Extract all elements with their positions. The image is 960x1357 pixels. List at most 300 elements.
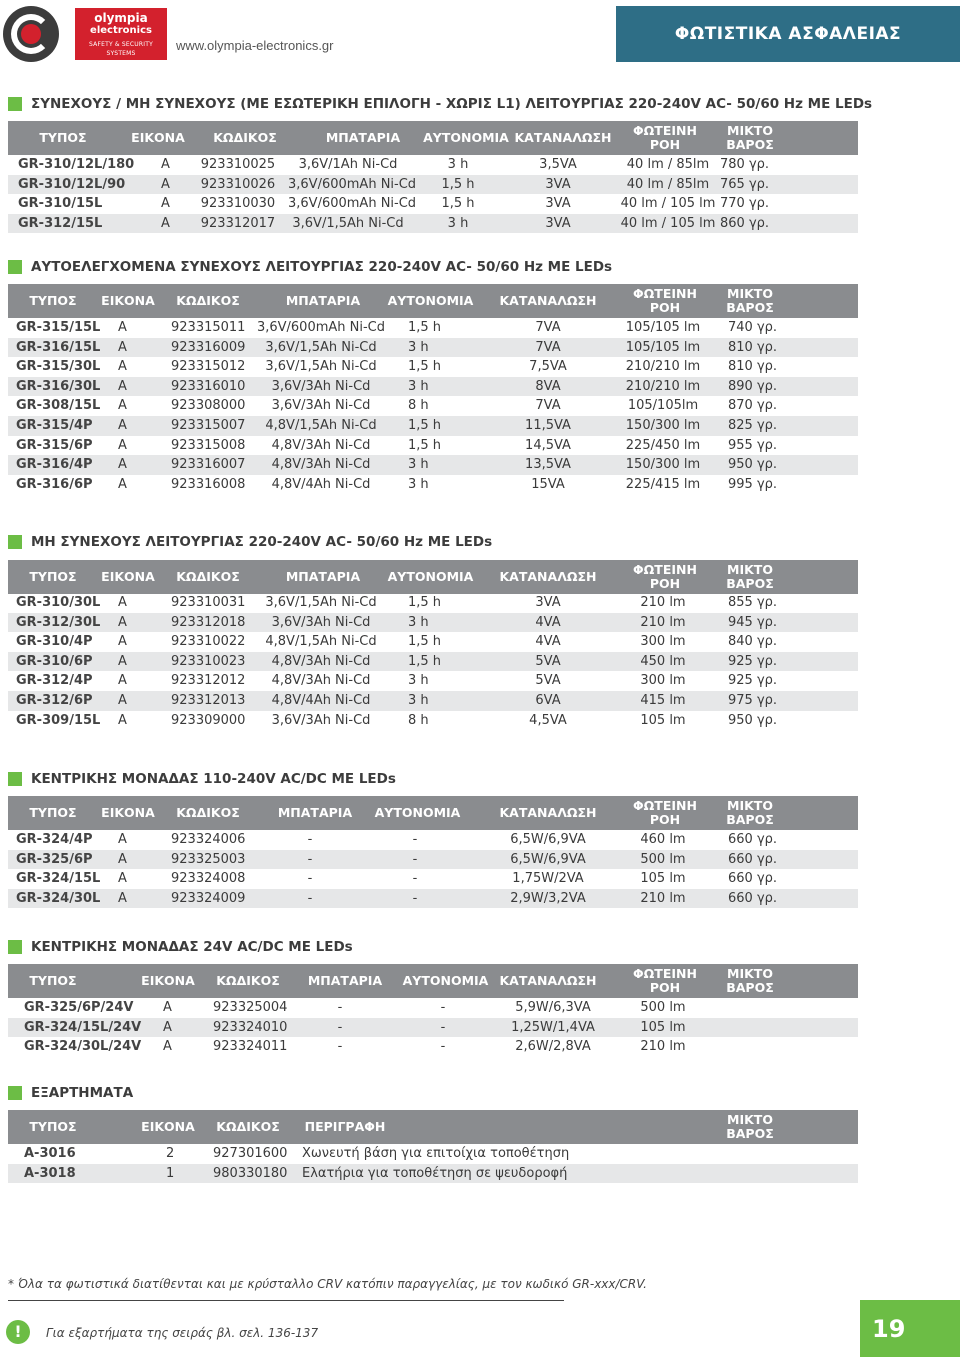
cell-image: 1: [166, 1165, 175, 1181]
cell-type: GR-308/15L: [16, 398, 101, 414]
table-row: [8, 671, 858, 691]
table-row: [8, 214, 858, 234]
footnote: * Όλα τα φωτιστικά διατίθενται και με κρύσταλλο CRV κατόπιν παραγγελίας, με τον κωδικό GR-xxx/CRV.: [8, 1277, 647, 1291]
cell-autonomy: -: [412, 832, 418, 847]
cell-consumption: 2,6W/2,8VA: [515, 1039, 591, 1055]
cell-consumption: 5,9W/6,3VA: [515, 1000, 591, 1015]
cell-image: A: [163, 1039, 172, 1055]
table-row: [8, 691, 858, 711]
brand-line1: olympia: [94, 11, 148, 25]
cell-image: A: [118, 890, 127, 906]
table-row: [8, 830, 858, 850]
section-bullet-icon: [8, 772, 22, 786]
cell-image: A: [118, 476, 127, 492]
cell-weight: [728, 1164, 788, 1184]
cell-image: A: [118, 614, 127, 630]
column-header: ΚΩΔΙΚΟΣ: [176, 569, 240, 584]
cell-weight: 840 γρ.: [728, 634, 778, 650]
cell-autonomy: 8 h: [408, 712, 429, 728]
cell-weight: 950 γρ.: [728, 712, 778, 728]
cell-autonomy: -: [412, 890, 418, 906]
column-header: ΜΙΚΤΟ ΒΑΡΟΣ: [726, 798, 774, 827]
cell-autonomy: -: [412, 871, 418, 887]
olympia-logo-icon: [3, 6, 59, 62]
cell-autonomy: 1,5 h: [408, 595, 442, 610]
column-header: ΦΩΤΕΙΝΗ ΡΟΗ: [633, 798, 697, 827]
cell-autonomy: 3 h: [408, 378, 429, 394]
column-header: ΜΙΚΤΟ ΒΑΡΟΣ: [726, 562, 774, 591]
cell-lumen: 450 lm: [640, 653, 686, 669]
cell-autonomy: 8 h: [408, 398, 429, 414]
cell-battery: 3,6V/1Ah Ni-Cd: [298, 157, 398, 172]
cell-consumption: 5VA: [535, 673, 561, 689]
cell-image: A: [161, 157, 170, 172]
cell-type: GR-325/6P: [16, 851, 93, 867]
cell-battery: -: [337, 1019, 343, 1035]
cell-battery: 3,6V/1,5Ah Ni-Cd: [265, 339, 377, 355]
cell-code: 923324009: [171, 890, 246, 906]
cell-weight: [728, 1037, 788, 1057]
column-header: ΜΙΚΤΟ ΒΑΡΟΣ: [726, 1112, 774, 1141]
cell-lumen: 210 lm: [640, 595, 686, 610]
cell-type: GR-310/12L/90: [18, 176, 126, 192]
cell-code: 923324006: [171, 832, 246, 847]
section-bullet-icon: [8, 97, 22, 111]
cell-consumption: 5VA: [535, 653, 561, 669]
table-row: [8, 869, 858, 889]
cell-lumen: 500 lm: [640, 851, 686, 867]
cell-type: GR-324/30L/24V: [24, 1039, 142, 1055]
cell-battery: -: [337, 1000, 343, 1015]
cell-autonomy: -: [412, 851, 418, 867]
column-header: ΤΥΠΟΣ: [29, 569, 77, 584]
column-header: ΚΑΤΑΝΑΛΩΣΗ: [514, 130, 612, 145]
cell-type: GR-316/6P: [16, 476, 93, 492]
table-body: [8, 998, 858, 1057]
cell-autonomy: 3 h: [447, 215, 469, 231]
column-header: ΚΑΤΑΝΑΛΩΣΗ: [499, 569, 597, 584]
section-title: ΚΕΝΤΡΙΚΗΣ ΜΟΝΑΔΑΣ 110-240V AC/DC ΜΕ LEDs: [8, 771, 396, 787]
accessories-reference: Για εξαρτήματα της σειράς βλ. σελ. 136-137: [46, 1326, 319, 1340]
table-row: [8, 593, 858, 613]
cell-lumen: 105/105lm: [627, 398, 699, 414]
cell-image: A: [118, 457, 127, 473]
cell-lumen: 40 lm / 85lm: [626, 157, 710, 172]
cell-consumption: 7VA: [535, 320, 561, 335]
cell-image: A: [163, 1000, 172, 1015]
cell-type: GR-310/30L: [16, 595, 101, 610]
cell-lumen: 105 lm: [640, 871, 686, 887]
cell-battery: 3,6V/3Ah Ni-Cd: [271, 614, 371, 630]
cell-code: 923324010: [213, 1019, 288, 1035]
cell-type: GR-324/15L: [16, 871, 101, 887]
cell-type: GR-316/30L: [16, 378, 101, 394]
section-bullet-icon: [8, 535, 22, 549]
cell-type: GR-309/15L: [16, 712, 101, 728]
cell-autonomy: 3 h: [447, 157, 469, 172]
cell-lumen: 105/105 lm: [625, 339, 701, 355]
cell-description: Χωνευτή βάση για επιτοίχια τοποθέτηση: [302, 1146, 570, 1161]
cell-weight: 660 γρ.: [728, 832, 778, 847]
cell-battery: 3,6V/600mAh Ni-Cd: [256, 320, 386, 335]
cell-code: 923324011: [213, 1039, 288, 1055]
column-header: ΜΙΚΤΟ ΒΑΡΟΣ: [726, 966, 774, 995]
table-row: [8, 318, 858, 338]
cell-consumption: 4,5VA: [529, 712, 567, 728]
column-header: ΚΑΤΑΝΑΛΩΣΗ: [499, 293, 597, 308]
cell-weight: 770 γρ.: [720, 196, 770, 212]
table-row: [8, 889, 858, 909]
cell-battery: 4,8V/4Ah Ni-Cd: [271, 692, 371, 708]
cell-image: A: [118, 673, 127, 689]
cell-code: 923325004: [213, 1000, 288, 1015]
cell-image: A: [118, 437, 127, 453]
cell-code: 927301600: [213, 1146, 288, 1161]
column-header: ΤΥΠΟΣ: [29, 805, 77, 820]
cell-lumen: 150/300 lm: [625, 417, 701, 433]
cell-weight: 945 γρ.: [728, 614, 778, 630]
cell-autonomy: 1,5 h: [408, 417, 442, 433]
brand-line2: electronics: [90, 25, 152, 36]
column-header: ΚΩΔΙΚΟΣ: [216, 1119, 280, 1134]
cell-autonomy: -: [440, 1019, 446, 1035]
cell-autonomy: -: [440, 1000, 446, 1015]
cell-battery: 4,8V/3Ah Ni-Cd: [271, 653, 371, 669]
cell-consumption: 4VA: [535, 634, 561, 650]
cell-consumption: 6,5W/6,9VA: [510, 851, 586, 867]
cell-type: GR-315/4P: [16, 417, 93, 433]
cell-code: 923310030: [200, 196, 276, 212]
cell-lumen: 415 lm: [640, 692, 686, 708]
cell-image: A: [118, 634, 127, 650]
cell-battery: 4,8V/1,5Ah Ni-Cd: [265, 634, 377, 650]
cell-weight: 955 γρ.: [728, 437, 778, 453]
table-header: [8, 284, 858, 318]
table-header: [8, 1110, 858, 1144]
section-title: ΑΥΤΟΕΛΕΓΧΟΜΕΝΑ ΣΥΝΕΧΟΥΣ ΛΕΙΤΟΥΡΓΙΑΣ 220-240V AC- 50/60 Hz ΜΕ LEDs: [8, 259, 612, 275]
cell-autonomy: 1,5 h: [441, 196, 475, 212]
cell-consumption: 8VA: [535, 378, 561, 394]
table-row: [8, 998, 858, 1018]
column-header: ΕΙΚΟΝΑ: [101, 569, 155, 584]
cell-consumption: 6VA: [535, 692, 561, 708]
cell-code: 923310022: [171, 634, 246, 650]
section-bullet-icon: [8, 260, 22, 274]
cell-code: 923316009: [171, 339, 246, 355]
column-header: ΦΩΤΕΙΝΗ ΡΟΗ: [633, 966, 697, 995]
cell-image: A: [118, 653, 127, 669]
cell-consumption: 7VA: [535, 398, 561, 414]
table-row: [8, 416, 858, 436]
column-header: ΑΥΤΟΝΟΜΙΑ: [374, 805, 461, 820]
table-row: [8, 850, 858, 870]
table-row: [8, 1037, 858, 1057]
cell-code: 923310026: [200, 176, 276, 192]
table-row: [8, 632, 858, 652]
cell-lumen: 300 lm: [640, 673, 686, 689]
cell-type: GR-324/4P: [16, 832, 93, 847]
section-title: ΣΥΝΕΧΟΥΣ / ΜΗ ΣΥΝΕΧΟΥΣ (ΜΕ ΕΣΩΤΕΡΙΚΗ ΕΠΙΛΟΓΗ - ΧΩΡΙΣ L1) ΛΕΙΤΟΥΡΓΙΑΣ 220-240V AC- 50/60 Hz ΜΕ LEDs: [8, 96, 872, 112]
cell-consumption: 7VA: [535, 339, 561, 355]
column-header: ΑΥΤΟΝΟΜΙΑ: [387, 569, 474, 584]
column-header: ΜΠΑΤΑΡΙΑ: [277, 805, 353, 820]
cell-weight: 825 γρ.: [728, 417, 778, 433]
cell-lumen: 460 lm: [640, 832, 686, 847]
cell-battery: 3,6V/600mAh Ni-Cd: [288, 196, 417, 212]
cell-weight: 660 γρ.: [728, 890, 778, 906]
column-header: ΚΩΔΙΚΟΣ: [216, 973, 280, 988]
column-header: ΦΩΤΕΙΝΗ ΡΟΗ: [633, 286, 697, 315]
cell-autonomy: 3 h: [408, 692, 429, 708]
table-row: [8, 357, 858, 377]
cell-consumption: 1,75W/2VA: [512, 871, 584, 887]
cell-consumption: 7,5VA: [529, 359, 567, 375]
cell-battery: 3,6V/1,5Ah Ni-Cd: [265, 595, 377, 610]
cell-type: GR-325/6P/24V: [24, 1000, 134, 1015]
cell-image: A: [161, 176, 170, 192]
cell-code: 923310025: [200, 157, 276, 172]
table-row: [8, 377, 858, 397]
column-header: ΦΩΤΕΙΝΗ ΡΟΗ: [633, 562, 697, 591]
column-header: ΚΩΔΙΚΟΣ: [176, 293, 240, 308]
table-body: [8, 593, 858, 730]
table-row: [8, 475, 858, 495]
cell-type: GR-312/4P: [16, 673, 93, 689]
cell-type: GR-316/4P: [16, 457, 93, 473]
cell-weight: [728, 1144, 788, 1164]
cell-type: GR-315/15L: [16, 320, 101, 335]
cell-autonomy: 1,5 h: [408, 634, 442, 650]
column-header: ΚΑΤΑΝΑΛΩΣΗ: [499, 805, 597, 820]
cell-code: 923316008: [171, 476, 246, 492]
table-header: [8, 121, 858, 155]
cell-code: 923312018: [171, 614, 246, 630]
cell-type: GR-324/30L: [16, 890, 101, 906]
column-header: ΜΠΑΤΑΡΙΑ: [285, 569, 361, 584]
cell-code: 923315008: [171, 437, 246, 453]
cell-lumen: 210 lm: [640, 1039, 686, 1055]
cell-battery: -: [307, 832, 313, 847]
cell-weight: 765 γρ.: [720, 176, 770, 192]
cell-lumen: 300 lm: [640, 634, 686, 650]
cell-code: 980330180: [213, 1165, 288, 1181]
column-header: ΑΥΤΟΝΟΜΙΑ: [402, 973, 489, 988]
cell-image: A: [161, 196, 170, 212]
cell-battery: 3,6V/3Ah Ni-Cd: [271, 378, 371, 394]
cell-battery: 4,8V/4Ah Ni-Cd: [271, 476, 371, 492]
cell-lumen: 210 lm: [640, 614, 686, 630]
table-header: [8, 964, 858, 998]
category-banner: [616, 6, 960, 62]
cell-autonomy: 3 h: [408, 673, 429, 689]
cell-type: GR-315/30L: [16, 359, 101, 375]
cell-consumption: 11,5VA: [525, 417, 571, 433]
cell-autonomy: 3 h: [408, 457, 429, 473]
cell-lumen: 105 lm: [640, 1019, 686, 1035]
cell-weight: 810 γρ.: [728, 339, 778, 355]
cell-weight: 950 γρ.: [728, 457, 778, 473]
cell-weight: 925 γρ.: [728, 653, 778, 669]
cell-weight: 810 γρ.: [728, 359, 778, 375]
cell-image: 2: [166, 1146, 175, 1161]
cell-autonomy: 1,5 h: [408, 359, 442, 375]
table-row: [8, 436, 858, 456]
cell-type: GR-310/15L: [18, 196, 103, 212]
cell-consumption: 13,5VA: [525, 457, 571, 473]
brand-logo: [75, 8, 167, 60]
cell-autonomy: 3 h: [408, 476, 429, 492]
table-row: [8, 711, 858, 731]
cell-battery: -: [307, 871, 313, 887]
cell-battery: 4,8V/3Ah Ni-Cd: [271, 437, 371, 453]
cell-lumen: 105 lm: [640, 712, 686, 728]
cell-autonomy: 1,5 h: [441, 176, 475, 192]
cell-weight: 660 γρ.: [728, 851, 778, 867]
table-header: [8, 796, 858, 830]
table-header: [8, 560, 858, 594]
cell-code: 923325003: [171, 851, 246, 867]
table-row: [8, 338, 858, 358]
table-body: [8, 155, 858, 233]
cell-code: 923312013: [171, 692, 246, 708]
cell-image: A: [118, 851, 127, 867]
column-header: ΕΙΚΟΝΑ: [101, 805, 155, 820]
cell-battery: -: [337, 1039, 343, 1055]
cell-image: A: [118, 339, 127, 355]
column-header: ΑΥΤΟΝΟΜΙΑ: [423, 130, 509, 145]
warning-icon: !: [6, 1320, 30, 1344]
cell-type: GR-315/6P: [16, 437, 93, 453]
cell-code: 923315011: [171, 320, 246, 335]
cell-consumption: 1,25W/1,4VA: [511, 1019, 595, 1035]
table-row: [8, 1164, 858, 1184]
column-header: ΤΥΠΟΣ: [29, 293, 77, 308]
section-bullet-icon: [8, 1086, 22, 1100]
cell-type: GR-312/30L: [16, 614, 101, 630]
cell-type: GR-310/4P: [16, 634, 93, 650]
cell-code: 923316007: [171, 457, 246, 473]
cell-lumen: 105/105 lm: [625, 320, 701, 335]
cell-lumen: 40 lm / 85lm: [626, 176, 710, 192]
cell-weight: 860 γρ.: [720, 215, 770, 231]
cell-type: GR-316/15L: [16, 339, 101, 355]
cell-lumen: 40 lm / 105 lm: [620, 215, 716, 231]
cell-lumen: 40 lm / 105 lm: [620, 196, 716, 212]
cell-lumen: 225/450 lm: [625, 437, 701, 453]
cell-lumen: 500 lm: [640, 1000, 686, 1015]
cell-battery: 4,8V/3Ah Ni-Cd: [271, 457, 371, 473]
table-body: [8, 318, 858, 494]
table-row: [8, 1018, 858, 1038]
page-header: [0, 0, 960, 62]
column-header: ΦΩΤΕΙΝΗ ΡΟΗ: [633, 123, 697, 152]
table-row: [8, 155, 858, 175]
cell-image: A: [118, 832, 127, 847]
column-header: ΚΩΔΙΚΟΣ: [213, 130, 277, 145]
cell-code: 923309000: [171, 712, 246, 728]
cell-type: GR-312/6P: [16, 692, 93, 708]
cell-consumption: 3VA: [535, 595, 561, 610]
cell-autonomy: 1,5 h: [408, 653, 442, 669]
cell-consumption: 15VA: [531, 476, 565, 492]
table-row: [8, 455, 858, 475]
table-row: [8, 396, 858, 416]
cell-code: 923315007: [171, 417, 246, 433]
cell-code: 923308000: [171, 398, 246, 414]
cell-code: 923324008: [171, 871, 246, 887]
column-header: ΜΙΚΤΟ ΒΑΡΟΣ: [726, 123, 774, 152]
cell-image: A: [118, 417, 127, 433]
page-number: 19: [860, 1300, 960, 1357]
cell-lumen: 150/300 lm: [625, 457, 701, 473]
cell-consumption: 3VA: [545, 196, 571, 212]
cell-autonomy: 3 h: [408, 339, 429, 355]
website-link[interactable]: www.olympia-electronics.gr: [176, 38, 334, 53]
column-header: ΕΙΚΟΝΑ: [141, 973, 195, 988]
column-header: ΑΥΤΟΝΟΜΙΑ: [387, 293, 474, 308]
cell-consumption: 4VA: [535, 614, 561, 630]
cell-weight: 660 γρ.: [728, 871, 778, 887]
cell-type: A-3016: [24, 1146, 76, 1161]
cell-code: 923312017: [200, 215, 276, 231]
cell-weight: 870 γρ.: [728, 398, 778, 414]
cell-battery: 4,8V/1,5Ah Ni-Cd: [265, 417, 377, 433]
cell-type: GR-312/15L: [18, 215, 103, 231]
cell-autonomy: 3 h: [408, 614, 429, 630]
cell-weight: 855 γρ.: [728, 595, 778, 610]
table-row: [8, 1144, 858, 1164]
column-header: ΜΠΑΤΑΡΙΑ: [285, 293, 361, 308]
cell-image: A: [161, 215, 170, 231]
cell-autonomy: -: [440, 1039, 446, 1055]
cell-code: 923310023: [171, 653, 246, 669]
column-header: ΤΥΠΟΣ: [29, 1119, 77, 1134]
cell-autonomy: 1,5 h: [408, 320, 442, 335]
cell-type: GR-310/6P: [16, 653, 93, 669]
column-header: ΕΙΚΟΝΑ: [101, 293, 155, 308]
cell-image: A: [118, 378, 127, 394]
section-bullet-icon: [8, 940, 22, 954]
cell-code: 923316010: [171, 378, 246, 394]
cell-weight: [728, 998, 788, 1018]
footnote-divider: [8, 1300, 564, 1301]
cell-consumption: 3VA: [545, 176, 571, 192]
cell-battery: 3,6V/3Ah Ni-Cd: [271, 398, 371, 414]
cell-weight: 740 γρ.: [728, 320, 778, 335]
cell-battery: -: [307, 851, 313, 867]
cell-image: A: [118, 398, 127, 414]
cell-battery: -: [307, 890, 313, 906]
cell-lumen: 210/210 lm: [625, 359, 701, 375]
cell-battery: 3,6V/1,5Ah Ni-Cd: [265, 359, 377, 375]
cell-battery: 3,6V/1,5Ah Ni-Cd: [292, 215, 404, 231]
column-header: ΜΠΑΤΑΡΙΑ: [325, 130, 401, 145]
column-header: ΕΙΚΟΝΑ: [131, 130, 185, 145]
cell-consumption: 2,9W/3,2VA: [510, 890, 586, 906]
cell-consumption: 3VA: [545, 215, 571, 231]
cell-weight: [728, 1018, 788, 1038]
cell-image: A: [118, 595, 127, 610]
table-row: [8, 652, 858, 672]
category-title: ΦΩΤΙΣΤΙΚΑ ΑΣΦΑΛΕΙΑΣ: [674, 24, 902, 44]
column-header: ΠΕΡΙΓΡΑΦΗ: [304, 1119, 386, 1134]
table-row: [8, 613, 858, 633]
cell-weight: 890 γρ.: [728, 378, 778, 394]
cell-consumption: 3,5VA: [539, 157, 577, 172]
cell-weight: 975 γρ.: [728, 692, 778, 708]
cell-type: A-3018: [24, 1165, 76, 1181]
table-row: [8, 194, 858, 214]
